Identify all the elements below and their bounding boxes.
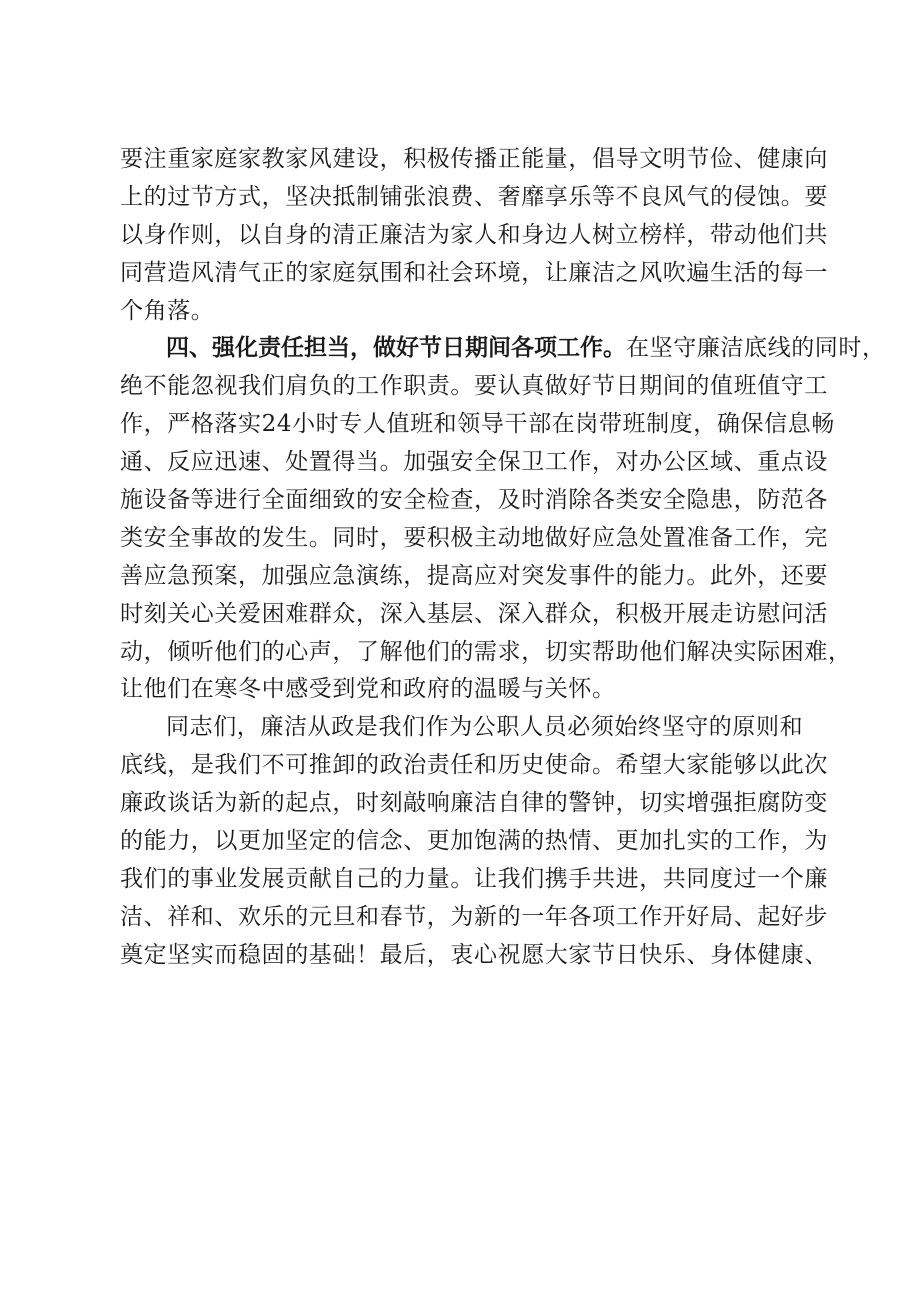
paragraph-closing bbox=[120, 709, 828, 974]
text-line: 以身作则，以自身的清正廉洁为家人和身边人树立榜样，带动他们共 bbox=[120, 221, 828, 248]
text-line: 施设备等进行全面细致的安全检查，及时消除各类安全隐患，防范各 bbox=[120, 487, 828, 514]
section-heading: 四、强化责任担当，做好节日期间各项工作。 bbox=[166, 335, 626, 362]
text-line: 绝不能忽视我们肩负的工作职责。要认真做好节日期间的值班值守工 bbox=[120, 373, 828, 400]
text-line: 廉政谈话为新的起点，时刻敲响廉洁自律的警钟，切实增强拒腐防变 bbox=[120, 790, 828, 817]
text-line bbox=[120, 330, 886, 368]
section-heading-continuation: 在坚守廉洁底线的同时， bbox=[626, 335, 886, 362]
text-line: 时刻关心关爱困难群众，深入基层、深入群众，积极开展走访慰问活 bbox=[120, 600, 828, 627]
text-line: 要注重家庭家教家风建设，积极传播正能量，倡导文明节俭、健康向 bbox=[120, 146, 828, 172]
text-line: 个角落。 bbox=[120, 297, 215, 324]
text-line: 底线，是我们不可推卸的政治责任和历史使命。希望大家能够以此次 bbox=[120, 752, 828, 779]
text-line: 同营造风清气正的家庭氛围和社会环境，让廉洁之风吹遍生活的每一 bbox=[120, 259, 828, 286]
text-line: 动，倾听他们的心声，了解他们的需求，切实帮助他们解决实际困难， bbox=[120, 638, 852, 665]
text-line: 上的过节方式，坚决抵制铺张浪费、奢靡享乐等不良风气的侵蚀。要 bbox=[120, 183, 828, 210]
text-line: 的能力，以更加坚定的信念、更加饱满的热情、更加扎实的工作，为 bbox=[120, 828, 828, 855]
paragraph-family-values bbox=[120, 141, 828, 330]
text-line: 同志们，廉洁从政是我们作为公职人员必须始终坚守的原则和 bbox=[166, 714, 804, 741]
paragraph-section-four bbox=[120, 330, 886, 709]
text-line: 作，严格落实24小时专人值班和领导干部在岗带班制度，确保信息畅 bbox=[120, 411, 835, 438]
text-line: 善应急预案，加强应急演练，提高应对突发事件的能力。此外，还要 bbox=[120, 562, 828, 589]
text-line: 类安全事故的发生。同时，要积极主动地做好应急处置准备工作，完 bbox=[120, 524, 828, 551]
text-line: 洁、祥和、欢乐的元旦和春节，为新的一年各项工作开好局、起好步 bbox=[120, 903, 828, 930]
text-line: 我们的事业发展贡献自己的力量。让我们携手共进，共同度过一个廉 bbox=[120, 865, 828, 892]
text-line: 通、反应迅速、处置得当。加强安全保卫工作，对办公区域、重点设 bbox=[120, 449, 828, 476]
document-body bbox=[120, 141, 886, 975]
text-line: 让他们在寒冬中感受到党和政府的温暖与关怀。 bbox=[120, 676, 616, 703]
text-line: 奠定坚实而稳固的基础！最后，衷心祝愿大家节日快乐、身体健康、 bbox=[120, 941, 828, 968]
